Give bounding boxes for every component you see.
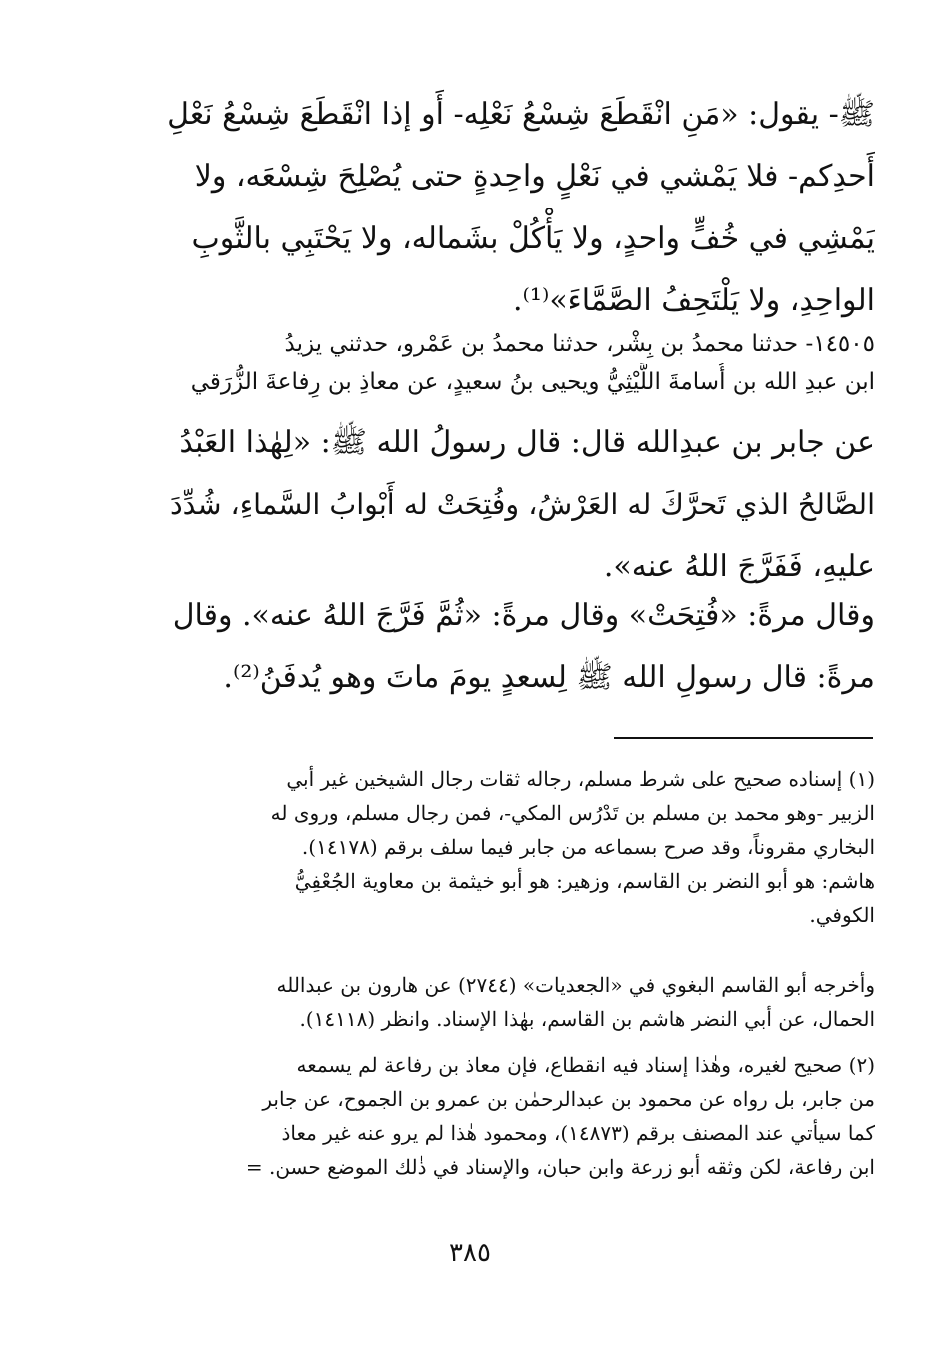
footnote-line: الزبير -وهو محمد بن مسلم بن تَدْرُس المكي-، فمن رجال مسلم، وروى له xyxy=(270,801,875,825)
text-line: يَمْشِي في خُفٍّ واحدٍ، ولا يَأْكُلْ بشَماله، ولا يَحْتَبِي بالثَّوبِ xyxy=(191,221,875,256)
text-line: مرةً: قال رسولِ الله ﷺ لِسعدٍ يومَ ماتَ وهو يُدفَنُ⁽²⁾. xyxy=(223,660,875,695)
text-line: وقال مرةً: «فُتِحَتْ» وقال مرةً: «ثُمَّ فَرَّجَ اللهُ عنه». وقال xyxy=(172,598,875,633)
text-line: الصَّالحُ الذي تَحرَّكَ له العَرْشُ، وفُتِحَتْ له أَبْوابُ السَّماءِ، شُدِّدَ xyxy=(169,488,875,521)
text-line: الواحِدِ، ولا يَلْتَحِفُ الصَّمَّاءَ»⁽¹⁾. xyxy=(513,283,875,318)
hadith-14505-variants xyxy=(165,585,875,709)
text-line: أَحدِكم- فلا يَمْشي في نَعْلٍ واحِدةٍ حتى يُصْلِحَ شِسْعَه، ولا xyxy=(194,159,875,194)
footnote-line: الكوفي. xyxy=(809,903,875,927)
hadith-14505-isnad xyxy=(165,325,875,401)
footnote-separator xyxy=(614,737,873,739)
footnote-line: الحمال، عن أبي النضر هاشم بن القاسم، بهٰذا الإسناد. وانظر (١٤١١٨). xyxy=(299,1007,875,1031)
text-line: عليهِ، فَفَرَّجَ اللهُ عنه». xyxy=(603,549,875,584)
isnad-line: ابن عبدِ الله بن أُسامةَ اللَّيْثِيُّ ويحيى بنُ سعيدٍ، عن معاذِ بن رِفاعةَ الزُّرَقي xyxy=(190,369,875,395)
hadith-continuation xyxy=(165,84,875,332)
page-number: ٣٨٥ xyxy=(449,1238,491,1268)
footnote-line: وأخرجه أبو القاسم البغوي في «الجعديات» (٢٧٤٤) عن هارون بن عبدالله xyxy=(276,973,875,997)
footnote-1-continued xyxy=(165,968,875,1036)
text-line: عن جابر بن عبدِالله قال: قال رسولُ الله ﷺ: «لِهٰذا العَبْدُ xyxy=(179,425,875,460)
footnote-line: كما سيأتي عند المصنف برقم (١٤٨٧٣)، ومحمود هٰذا لم يرو عنه غير معاذ xyxy=(281,1121,875,1145)
footnote-line: (٢) صحيح لغيره، وهٰذا إسناد فيه انقطاع، فإن معاذ بن رفاعة لم يسمعه xyxy=(296,1053,875,1077)
footnote-line: من جابر، بل رواه عن محمود بن عبدالرحمٰن بن عمرو بن الجموح، عن جابر xyxy=(262,1087,875,1111)
footnote-2 xyxy=(165,1048,875,1184)
footnote-1 xyxy=(165,762,875,932)
footnote-line: (١) إسناده صحيح على شرط مسلم، رجاله ثقات رجال الشيخين غير أبي xyxy=(286,767,875,791)
isnad-line: ١٤٥٠٥- حدثنا محمدُ بن بِشْر، حدثنا محمدُ بن عَمْرو، حدثني يزيدُ xyxy=(284,331,875,357)
text-line: ﷺ- يقول: «مَنِ انْقَطَعَ شِسْعُ نَعْلِه- أَو إذا انْقَطَعَ شِسْعُ نَعْلِ xyxy=(167,97,875,132)
footnote-line: ابن رفاعة، لكن وثقه أبو زرعة وابن حبان، والإسناد في ذٰلك الموضع حسن. = xyxy=(245,1155,875,1179)
hadith-14505-matn xyxy=(165,412,875,598)
footnote-line: هاشم: هو أبو النضر بن القاسم، وزهير: هو أبو خيثمة بن معاوية الجُعْفِيُّ xyxy=(294,869,875,893)
footnote-line: البخاري مقروناً، وقد صرح بسماعه من جابر فيما سلف برقم (١٤١٧٨). xyxy=(301,835,875,859)
